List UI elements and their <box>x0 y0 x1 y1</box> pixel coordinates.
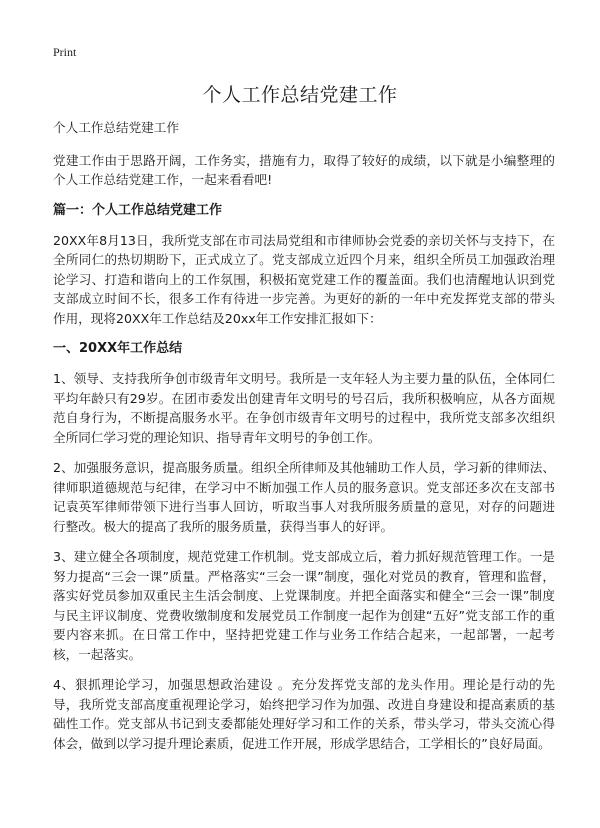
print-link[interactable]: Print <box>53 45 77 59</box>
list-item: 2、加强服务意识，提高服务质量。组织全所律师及其他辅助工作人员，学习新的律师法、律师职道德规范与纪律，在学习中不断加强工作人员的服务意识。党支部还多次在支部书记袁英军律师带领下进行当事人回访，听取当事人对我所服务质量的意见，对存的问题进行整改。极大的提高了我所的服务质量，获得当事人的好评。 <box>53 460 555 534</box>
list-item: 1、领导、支持我所争创市级青年文明号。我所是一支年轻人为主要力量的队伍，全体同仁平均年龄只有29岁。在团市委发出创建青年文明号的号召后，我所积极响应，从各方面规范自身行为，不断提高服务水平。在争创市级青年文明号的过程中，我所党支部多次组织全所同仁学习党的理论知识、指导青年文明号的争创工作。 <box>53 371 555 445</box>
document-title: 个人工作总结党建工作 <box>202 84 398 106</box>
list-item: 4、狠抓理论学习，加强思想政治建设 。充分发挥党支部的龙头作用。理论是行动的先导，我所党支部高度重视理论学习，始终把学习作为加强、改进自身建设和提高素质的基础性工作。党支部从书记到支委都能处理好学习和工作的关系，带头学习，带头交流心得体会，做到以学习提升理论素质，促进工作开展，形成学思结合，工学相长的”良好局面。 <box>53 677 555 751</box>
subsection-heading: 一、20XX年工作总结 <box>53 341 183 356</box>
document-body <box>53 118 555 764</box>
intro-paragraph: 党建工作由于思路开阔，工作务实，措施有力，取得了较好的成绩，以下就是小编整理的个人工作总结党建工作，一起来看看吧! <box>53 152 555 187</box>
section-heading: 篇一：个人工作总结党建工作 <box>53 202 223 218</box>
document-subtitle: 个人工作总结党建工作 <box>53 120 179 135</box>
list-item: 3、建立健全各项制度，规范党建工作机制。党支部成立后，着力抓好规范管理工作。一是努力提高“三会一课”质量。严格落实“三会一课”制度，强化对党员的教育，管理和监督，落实好党员参加双重民主生活会制度、上党课制度。并把全面落实和健全“三会一课”制度与民主评议制度、党费收缴制度和发展党员工作制度一起作为创建“五好”党支部工作的重要内容来抓。在日常工作中，坚持把党建工作与业务工作结合起来，一起部署，一起考核，一起落实。 <box>53 549 555 662</box>
section-paragraph: 20XX年8月13日，我所党支部在市司法局党组和市律师协会党委的亲切关怀与支持下，在全所同仁的热切期盼下，正式成立了。党支部成立近四个月来，组织全所员工加强政治理论学习、打造和谐向上的工作氛围，积极拓宽党建工作的覆盖面。我们也清醒地认识到党支部成立时间不长，很多工作有待进一步完善。为更好的新的一年中充发挥党支部的带头作用，现将20XX年工作总结及20xx年工作安排汇报如下： <box>53 232 555 326</box>
